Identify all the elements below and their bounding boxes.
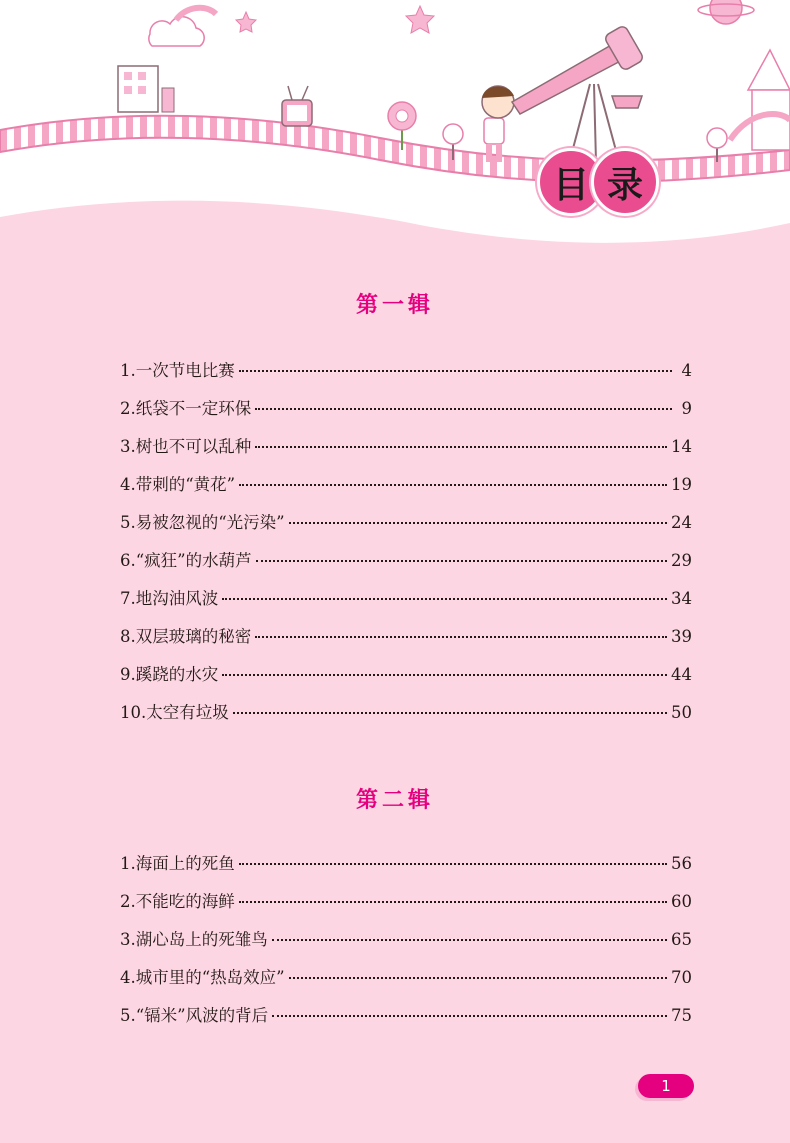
entry-title: 4.带刺的“黄花”	[120, 475, 236, 494]
castle-icon	[730, 50, 790, 150]
title-char: 目	[537, 148, 605, 216]
entry-page: 34	[671, 589, 692, 608]
toc-entry[interactable]	[120, 699, 692, 737]
planet-icon	[698, 0, 754, 24]
entry-page: 44	[671, 665, 692, 684]
dot-leader	[272, 1015, 667, 1017]
entry-page: 39	[671, 627, 692, 646]
building-icon	[118, 66, 174, 112]
page-number-badge: 1	[638, 1074, 694, 1098]
entry-title: 2.纸袋不一定环保	[120, 399, 252, 418]
entry-title: 1.海面上的死鱼	[120, 854, 235, 873]
page-title	[537, 148, 657, 212]
dot-leader	[222, 674, 667, 676]
entry-title: 5.“镉米”风波的背后	[120, 1006, 269, 1025]
entry-page: 9	[681, 399, 692, 418]
toc-entry[interactable]	[120, 433, 692, 471]
toc-entry[interactable]	[120, 395, 692, 433]
dot-leader	[222, 598, 667, 600]
toc-entry[interactable]	[120, 623, 692, 661]
entry-page: 19	[671, 475, 692, 494]
title-char: 录	[591, 148, 659, 216]
entry-page: 14	[671, 437, 692, 456]
section-heading: 第一辑	[355, 293, 434, 318]
entry-page: 65	[671, 930, 692, 949]
dot-leader	[233, 712, 667, 714]
toc-entry[interactable]	[120, 661, 692, 699]
entry-page: 4	[681, 361, 692, 380]
section-heading: 第二辑	[355, 788, 434, 813]
entry-page: 75	[671, 1006, 692, 1025]
cloud-icon	[149, 8, 216, 46]
entry-page: 29	[671, 551, 692, 570]
tv-icon	[282, 86, 312, 126]
entry-page: 50	[671, 703, 692, 722]
toc-entry[interactable]	[120, 1002, 692, 1040]
toc-entry[interactable]	[120, 471, 692, 509]
entry-title: 3.树也不可以乱种	[120, 437, 252, 456]
toc-entry[interactable]	[120, 926, 692, 964]
entry-title: 10.太空有垃圾	[120, 703, 229, 722]
dot-leader	[255, 446, 667, 448]
dot-leader	[239, 484, 667, 486]
child-with-telescope-icon	[482, 25, 644, 162]
dot-leader	[239, 370, 672, 372]
dot-leader	[272, 939, 667, 941]
toc-list	[120, 850, 692, 1040]
toc-entry[interactable]	[120, 964, 692, 1002]
entry-title: 5.易被忽视的“光污染”	[120, 513, 285, 532]
entry-title: 6.“疯狂”的水葫芦	[120, 551, 252, 570]
toc-entry[interactable]	[120, 585, 692, 623]
toc-list	[120, 357, 692, 737]
dot-leader	[289, 522, 667, 524]
dot-leader	[239, 901, 667, 903]
toc-entry[interactable]	[120, 850, 692, 888]
toc-entry[interactable]	[120, 509, 692, 547]
toc-entry[interactable]	[120, 547, 692, 585]
entry-page: 56	[671, 854, 692, 873]
star-icon	[406, 6, 434, 33]
toc-entry[interactable]	[120, 357, 692, 395]
star-icon	[236, 12, 256, 32]
entry-title: 8.双层玻璃的秘密	[120, 627, 252, 646]
entry-title: 7.地沟油风波	[120, 589, 219, 608]
toc-entry[interactable]	[120, 888, 692, 926]
entry-title: 9.蹊跷的水灾	[120, 665, 219, 684]
entry-page: 70	[671, 968, 692, 987]
entry-title: 3.湖心岛上的死雏鸟	[120, 930, 268, 949]
entry-page: 60	[671, 892, 692, 911]
dot-leader	[239, 863, 667, 865]
entry-title: 2.不能吃的海鲜	[120, 892, 235, 911]
dot-leader	[255, 408, 672, 410]
entry-page: 24	[671, 513, 692, 532]
dot-leader	[289, 977, 667, 979]
entry-title: 4.城市里的“热岛效应”	[120, 968, 285, 987]
dot-leader	[256, 560, 667, 562]
entry-title: 1.一次节电比赛	[120, 361, 235, 380]
dot-leader	[255, 636, 667, 638]
